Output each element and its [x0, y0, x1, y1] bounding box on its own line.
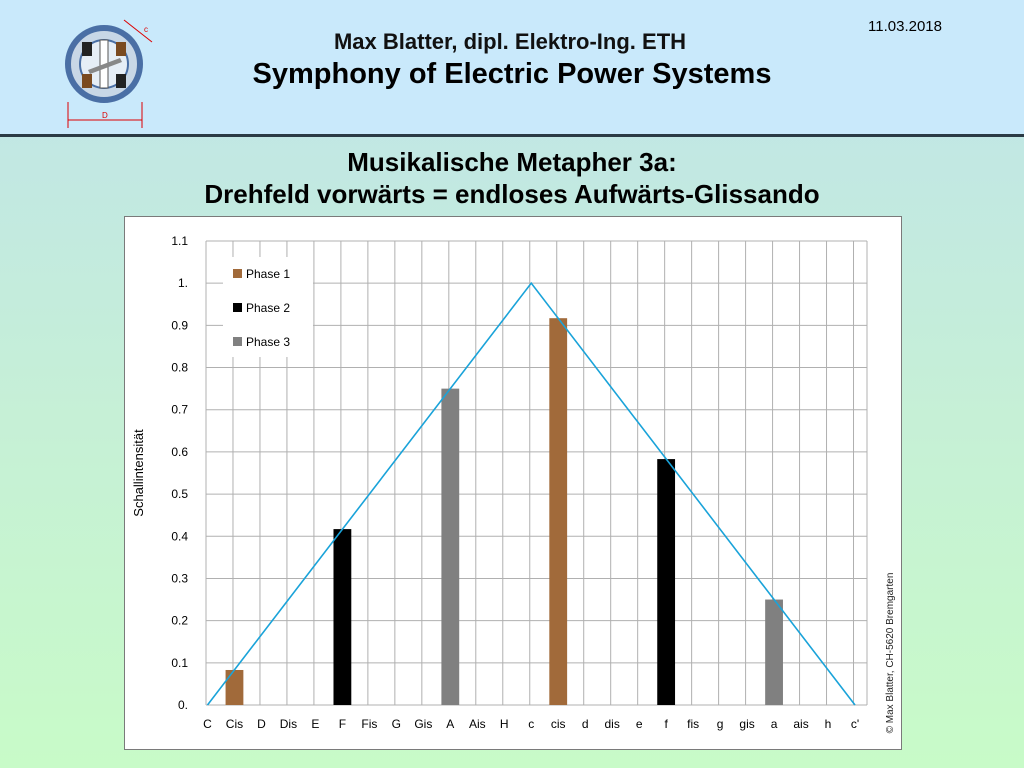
slide-title-line-2: Drehfeld vorwärts = endloses Aufwärts-Glissando — [204, 179, 820, 209]
x-tick-label: f — [664, 717, 668, 731]
x-tick-label: fis — [687, 717, 700, 731]
x-tick-label: e — [635, 717, 643, 731]
legend — [223, 257, 313, 357]
x-tick-label: h — [824, 717, 832, 731]
legend-label: Phase 1 — [246, 267, 291, 281]
y-tick-label: 1. — [177, 276, 188, 291]
slide-date: 11.03.2018 — [868, 18, 942, 35]
x-tick-label: cis — [550, 717, 566, 731]
chart-container — [124, 216, 902, 750]
author-line: Max Blatter, dipl. Elektro-Ing. ETH — [333, 29, 687, 54]
y-tick-label: 0.6 — [171, 444, 188, 459]
y-tick-label: 0.2 — [171, 613, 188, 628]
x-tick-label: Cis — [225, 717, 244, 731]
y-axis-label: Schallintensität — [131, 429, 146, 517]
slide-title — [60, 146, 964, 210]
legend-label: Phase 3 — [246, 335, 291, 349]
x-tick-label: G — [391, 717, 402, 731]
bar-phase-2 — [657, 459, 675, 705]
bar-phase-3 — [765, 600, 783, 705]
y-tick-label: 0. — [177, 698, 188, 712]
bar-chart — [125, 217, 901, 749]
rotating-field-logo-icon — [64, 12, 160, 132]
y-tick-label: 0.1 — [171, 655, 188, 670]
x-tick-label: C — [203, 717, 212, 731]
x-tick-label: c — [528, 717, 535, 731]
x-tick-label: A — [446, 717, 455, 731]
copyright-notice: © Max Blatter, CH-5620 Bremgarten — [885, 572, 896, 734]
y-tick-label: 0.7 — [171, 402, 188, 417]
legend-swatch — [233, 303, 242, 312]
x-tick-label: d — [581, 717, 589, 731]
x-tick-label: Fis — [361, 717, 378, 731]
x-tick-label: Ais — [468, 717, 486, 731]
x-tick-label: H — [499, 717, 509, 731]
y-tick-label: 0.3 — [171, 571, 188, 586]
y-tick-label: 0.4 — [171, 529, 188, 544]
x-tick-label: D — [257, 717, 266, 731]
x-tick-label: gis — [739, 717, 755, 731]
slide-title-line-1: Musikalische Metapher 3a: — [347, 147, 677, 177]
legend-label: Phase 2 — [246, 301, 291, 315]
bar-layer — [226, 318, 783, 705]
x-tick-label: c' — [850, 717, 860, 731]
bar-phase-1 — [226, 670, 244, 705]
slide-header — [0, 0, 1024, 137]
y-tick-label: 0.9 — [171, 318, 188, 333]
x-tick-label: dis — [604, 717, 620, 731]
svg-text:c: c — [144, 25, 148, 34]
bar-phase-1 — [549, 318, 567, 705]
svg-text:D: D — [102, 111, 108, 120]
y-tick-label: 0.8 — [171, 360, 188, 375]
legend-swatch — [233, 337, 242, 346]
y-tick-label: 0.5 — [171, 487, 188, 502]
legend-swatch — [233, 269, 242, 278]
x-tick-label: Gis — [414, 717, 433, 731]
bar-phase-2 — [333, 529, 351, 705]
bar-phase-3 — [441, 389, 459, 705]
x-tick-label: Dis — [279, 717, 298, 731]
x-tick-label: F — [338, 717, 347, 731]
x-tick-label: g — [716, 717, 724, 731]
x-tick-label: E — [311, 717, 320, 731]
presentation-title: Symphony of Electric Power Systems — [252, 58, 772, 90]
y-tick-label: 1.1 — [171, 234, 188, 248]
x-tick-label: ais — [793, 717, 809, 731]
x-tick-label: a — [770, 717, 778, 731]
